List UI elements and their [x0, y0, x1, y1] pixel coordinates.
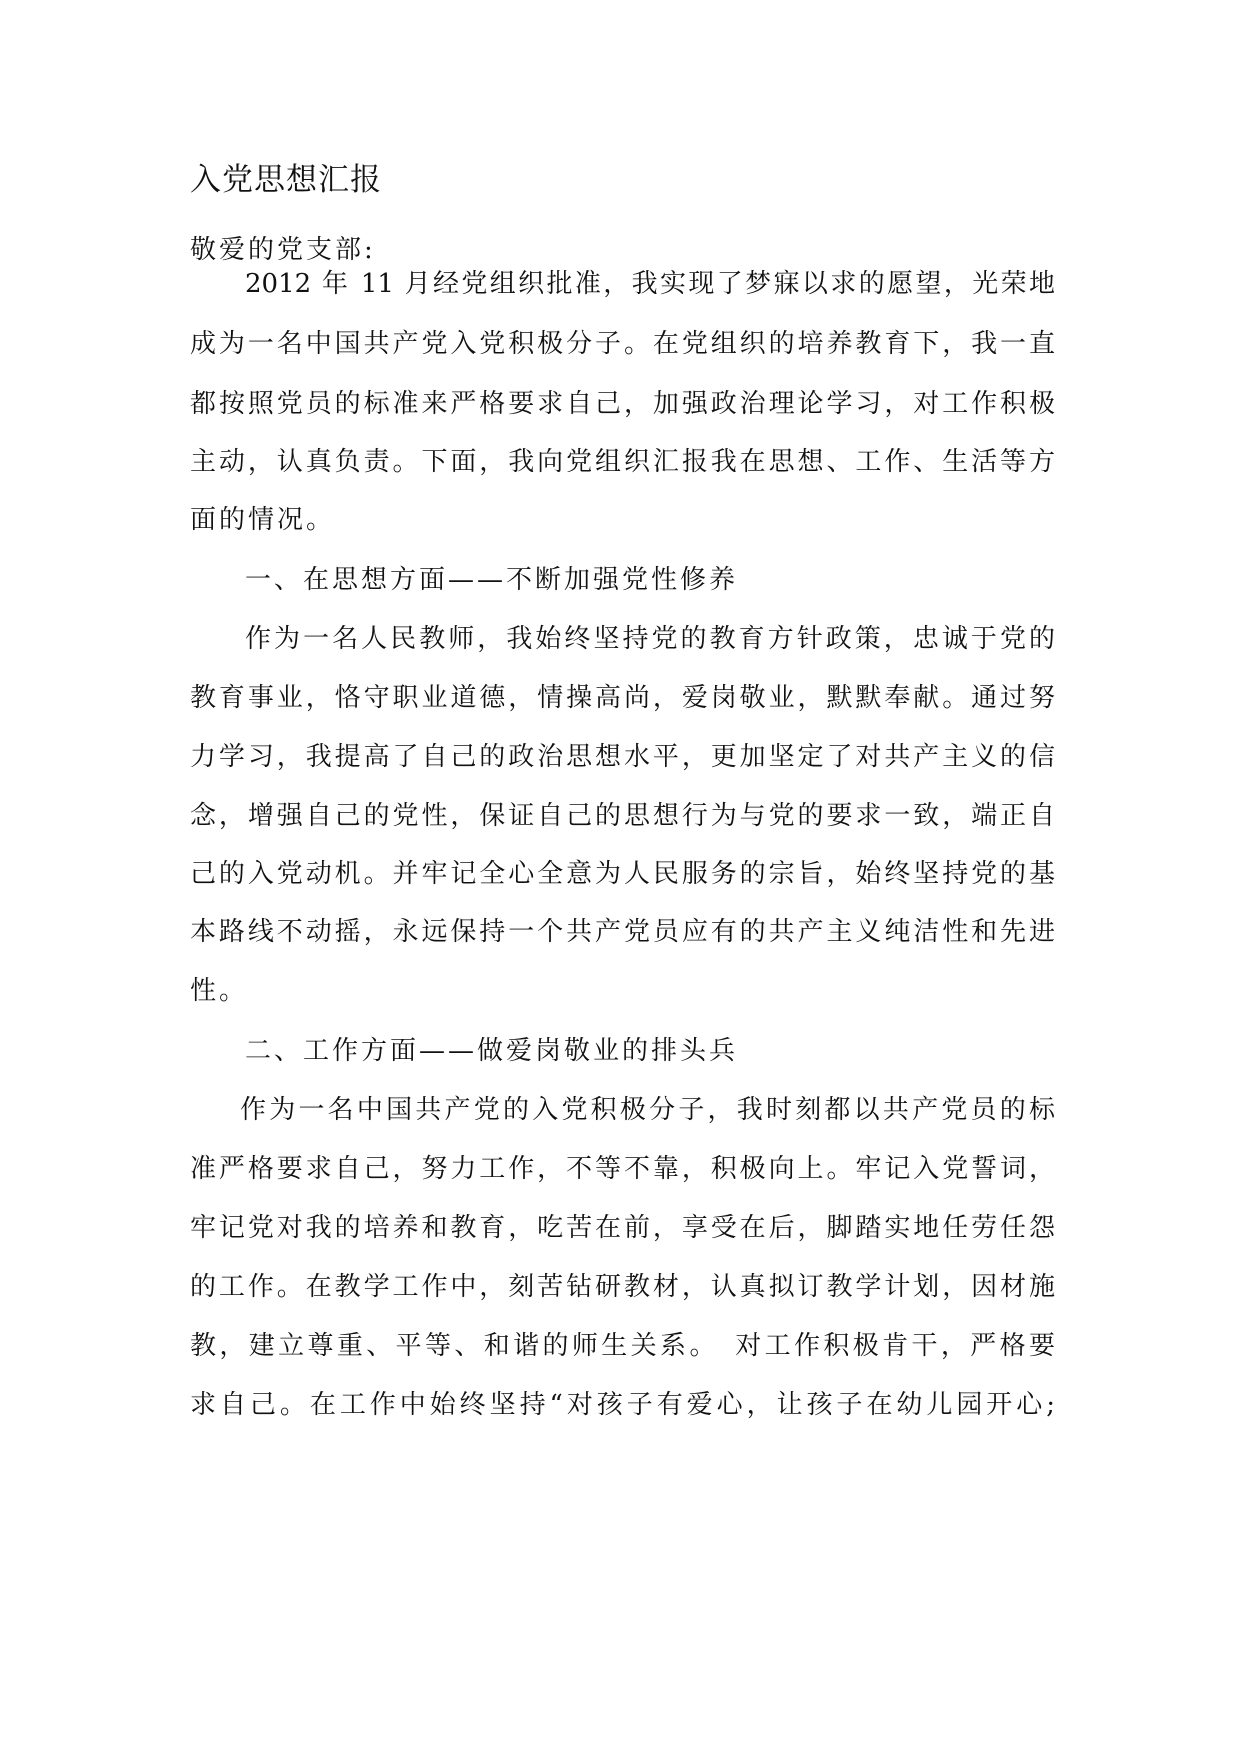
paragraph-line: 作为一名人民教师，我始终坚持党的教育方针政策，忠诚于党的	[245, 624, 1055, 654]
paragraph-line: 己的入党动机。并牢记全心全意为人民服务的宗旨，始终坚持党的基	[190, 859, 1055, 889]
document-title: 入党思想汇报	[190, 162, 382, 198]
paragraph-line: 求自己。在工作中始终坚持“对孩子有爱心，让孩子在幼儿园开心;	[190, 1390, 1055, 1420]
paragraph-line: 面的情况。	[190, 505, 336, 535]
paragraph-line: 2012 年 11 月经党组织批准，我实现了梦寐以求的愿望，光荣地	[245, 269, 1055, 299]
salutation: 敬爱的党支部:	[190, 235, 376, 265]
paragraph-line: 性。	[190, 976, 249, 1006]
paragraph-line: 准严格要求自己，努力工作，不等不靠，积极向上。牢记入党誓词，	[190, 1154, 1055, 1184]
paragraph-line: 都按照党员的标准来严格要求自己，加强政治理论学习，对工作积极	[190, 389, 1055, 419]
paragraph-line: 的工作。在教学工作中，刻苦钻研教材，认真拟订教学计划，因材施	[190, 1272, 1055, 1302]
section-heading: 一、在思想方面——不断加强党性修养	[245, 565, 739, 595]
section-heading: 二、工作方面——做爱岗敬业的排头兵	[245, 1036, 739, 1066]
paragraph-line: 作为一名中国共产党的入党积极分子，我时刻都以共产党员的标	[240, 1095, 1055, 1125]
paragraph-line: 牢记党对我的培养和教育，吃苦在前，享受在后，脚踏实地任劳任怨	[190, 1213, 1055, 1243]
paragraph-line: 本路线不动摇，永远保持一个共产党员应有的共产主义纯洁性和先进	[190, 917, 1055, 947]
paragraph-line: 力学习，我提高了自己的政治思想水平，更加坚定了对共产主义的信	[190, 742, 1055, 772]
paragraph-line: 念，增强自己的党性，保证自己的思想行为与党的要求一致，端正自	[190, 801, 1055, 831]
paragraph-line: 教，建立尊重、平等、和谐的师生关系。 对工作积极肯干，严格要	[190, 1331, 1055, 1361]
paragraph-line: 成为一名中国共产党入党积极分子。在党组织的培养教育下，我一直	[190, 329, 1055, 359]
paragraph-line: 主动，认真负责。下面，我向党组织汇报我在思想、工作、生活等方	[190, 447, 1055, 477]
paragraph-line: 教育事业，恪守职业道德，情操高尚，爱岗敬业，默默奉献。通过努	[190, 683, 1055, 713]
